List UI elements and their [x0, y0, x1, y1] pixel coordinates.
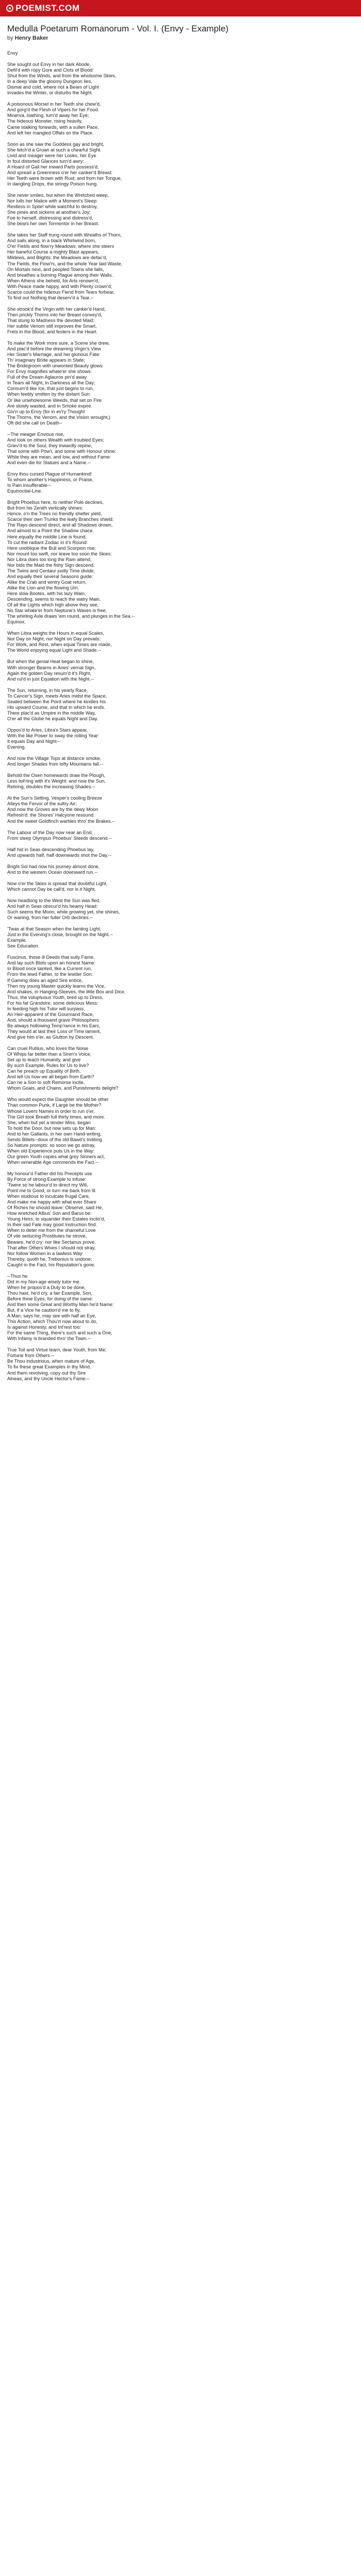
poem-stanza: To make the Work more sure, a Scene she drew, And plac'd before the dreaming Virgin's View Her Sister's Marriage, and her glorious Fate: Th' imaginary Bride appears in State; The Bridegroom with unwonted Beauty glows: For Envy magnifies whate'er she shows. Full of the Dream Aglauros pin'd away In Tears all Night, in Darkness all the Day; Consum'd like Ice, that just begins to run, When feebly smitten by the distant Sun: Or like unwholesome Weeds, that set on Fire Are slowly wasted, and in Smoke expire. Giv'n up to Envy (for in ev'ry Thought The Thorns, the Venom, and the Vision wrought,) Oft did she call on Death-- — [7, 341, 110, 426]
poem-stanza: Behold the Oxen homewards draw the Plough, Less toil'ring with it's Weight: and now the Sun, Retiring, doubles the increasing Shades.-- — [7, 773, 106, 790]
poem-stanza: The Sun, returning, in his yearly Race, To Cancer's Sign, meets Aries midst the Space, Seated between the Point where he kindles his His upward Course, and that in which he ends. There plac'd as Umpire in the middle Way, O'er all the Globe he equals Night and Day. — [7, 687, 107, 721]
poem-stanza: But when the genial Heat began to shine, With stronger Beams in Aries' vernal Sign, Again the golden Day resum'd it's Right, And rul'd in just Equation with the Night.-- — [7, 659, 96, 682]
poem-stanza: She never smiles, but when the Wretched weep, Nor lulls her Malice with a Moment's Sleep: Restless in Spite! while watchful to destroy, She pines and sickens at another's Joy; Foe to herself, distressing and distress'd, She bears her own Tormentor in her Breast. — [7, 192, 109, 227]
poem-stanza: Fuscinus, those ill Deeds that sully Fame, And lay such Blots upon an honest Name: In Blood once tainted, like a Current run, From the lewd Father, to the lewder Son: If Gaming does an aged Sire entice, Then my young Master quickly learns the Vice, And shakes, in Hanging-Sleeves, the little Box and Dice. Thus, the voluptuous Youth, bred up to Dress, For his fat Grandsire, some delicious Mess: In feeding high his Tutor will surpass, An Heir-apparent of the Gourmand Race, And, should a thousand grave Philosophers Be always hollowing Temp'rance in his Ears, They would at last their Loss of Time lament, And give him o'er, as Glutton by Descent. — [7, 955, 126, 1040]
poem-stanza: Bright Phoebus here, to neither Pole declines, But from his Zenith vertically shines: Hence, o'n the Trees no friendly shelter yield, Scarce their own Trunks the leafy Branches shield; The Rays descend direct, and all Shadows drown, And almost to a Point the Shadow chace. Here equally the middle Line is found, To cut the radiant Zodiac in it's Round: Here unoblique the Bull and Scorpion rise; Nor mount too swift, nor leave too soon the Skies: Nor Libra does too long the Ram attend, Nor bids the Maid the fishy Sign descend. The Twins and Centaur justly Time divide, And equally their several Seasons guide: Alike the Crab and wintry Goat return, Alike the Lion and the flowing Urn. Here slow Bootes, with his lazy Wain, Descending, seems to reach the watry Main. Of all the Lights which high above they see, No Star whate'er from Neptune's Waves is free, The whirling Axle draws 'em round, and plunges in the Sea.-- Equinox. — [7, 500, 135, 625]
poem-author[interactable]: Henry Baker — [14, 35, 48, 41]
poem-stanza: Half hid in Seas descending Phoebus lay, And upwards half, half downwards shot the Day.-- — [7, 846, 112, 858]
poem-stanza: --The meager Envious rise, And look on others Wealth with troubled Eyes; Griev'd to the Soul, they inwardly repine, That some with Pow'r, and some with Honour shine: While they are mean, and low, and without Fame: And even die for Statues and a Name.-- — [7, 431, 117, 465]
poem-stanza: --Thus he Did in my Non-age wisely tutor me. When he propos'd a Duty to be done, Thou hast, he'd cry, a fair Example, Son, Before thine Eyes, for doing of the same: And then some Great and Worthy Man he'd Name: But, if a Vice he caution'd me to fly, A Man, says he, may see with half an Eye, This Action, which Thou'rt now about to do, Is against Honesty, and Int'rest too: For the same Thing, there's such and such a One, With Infamy is branded thro' the Town.-- — [7, 1273, 114, 1342]
poem-stanza: Can cruel Rutilus, who loves the Noise Of Whips far better than a Siren's Voice, Set up to teach Humanity, and give By such Example, Rules for Us to live? Can he preach up Equality of Birth, And tell Us how we all began from Earth? Can he a Son to soft Remorse incite, Whom Goals, and Chains, and Punishments delight? — [7, 1046, 119, 1091]
poem-stanza: Soon as she saw the Goddess gay and bright, She fetch'd a Groan at such a chearful Sight. Livid and meager were her Looks, her Eye In foul distorted Glances turn'd awry: A Hoard of Gall her inward Parts possess'd, And spread a Greenness o'er her canker'd Breast: Her Teeth were brown with Rust; and from her Tongue, In dangling Drops, the stringy Poison hung. — [7, 141, 122, 187]
poem-body — [7, 50, 354, 1382]
poem-stanza: She strook'd the Virgin with her canker'd Hand, Then prickly Thorns into her Breast convey'd, That stung to Madness the devoted Maid: Her subtle Venom still improves the Smart, Frets in the Blood, and festers in the Heart. — [7, 306, 106, 335]
poem-stanza: The Labour of the Day now near an End, From steep Olympus Phoebus' Steeds descend.-- — [7, 829, 112, 841]
poem-stanza: True Toil and Virtue learn, dear Youth, from Me; Fortune from Others.-- Be Thou industrious, when mature of Age, To fix these great Examples in thy Mind, And them revolving, copy out thy Sire Alneas, and thy Uncle Hector's Fame.-- — [7, 1347, 107, 1381]
logo-icon — [6, 5, 13, 12]
site-header — [0, 0, 361, 16]
poem-stanza: She takes her Staff hung round with Wreaths of Thorn, And sails along, in a black Whirlwind born, O'er Fields and flow'ry Meadows; where she steers Her baneful Course a mighty Blast appears, Mildews, and Blights: the Meadows are defac'd, The Fields, the Flow'rs, and the whole Year laid Waste, On Mortals next, and peopled Towns she falls, And breathes a burning Plague among their Walls. When Athens she beheld, for Arts renown'd, With Peace made happy, and with Plenty crown'd; Scarce could the hideous Fiend from Tears forbear, To find out Nothing that deserv'd a Tear.-- — [7, 232, 123, 300]
byline-prefix: by — [7, 35, 15, 41]
poem-stanza: 'Twas at that Season when the fainting Light, Just in the Evening's close, brought on the Night.-- Example. See Education. — [7, 926, 113, 949]
poem-stanza: She sought out Envy in her dark Abode, Defil'd with ropy Gore and Clots of Blood: Shut from the Winds, and from the wholsome Skies, In a deep Vale the gloomy Dungeon lies, Dismal and cold, where not a Beam of Light Invades the Winter, or disturbs the Night. — [7, 62, 117, 96]
poem-stanza: Envy — [7, 50, 18, 56]
poem-stanza: Envy thou cursed Plague of Humankind! To whom another's Happiness, or Praise, Is Pain insufferable-- Equinoctial-Line. — [7, 471, 94, 494]
poem-stanza: At the Sun's Setting, Vesper's cooling Breeze Alleys the Fervor of the sultry Air; And now the Groves are by the dewy Moon Refresh'd: the Shores' Halcyone resound: And the sweet Goldfinch warbles thro' the Brakes.-- — [7, 795, 116, 824]
poem-stanza: Oppos'd to Aries, Libra's Stars appear, With the like Power to sway the rolling Year: It equals Day and Night-- Evening. — [7, 727, 100, 750]
poem-stanza: Who would expect the Daughter should be other Than common Punk, if Large be the Mother? Whose Lovers Names in order to run o'er, The Girl took Breath full thirty times, and more. She, when but yet a tender Miss, began To hold the Door, but now sets up for Man: And to her Gallants, in her own Hand-writing, Sends Billets--doux of the old Bawd's Inditing. So Nature prompts: so soon we go astray, When old Experience puts Us in the Way: Our green Youth copies what grey Sinners act, When venerable Age commends the Fact.-- — [7, 1097, 109, 1165]
poem-stanza: Now headlong to the West the Sun was fled, And half in Seas obscur'd his beamy Head: Such seems the Moon, while growing yet, she shines, Or waning, from her fuller Orb declines.-- — [7, 897, 120, 921]
poem-container — [0, 16, 361, 1382]
logo-text: POEMIST.COM — [15, 3, 80, 13]
poem-stanza: My honour'd Father did his Precepts use By Force of strong Example to infuse: 'Twere so he labour'd to direct my Will, Point me to Good, or turn me back from Ill. When studious to inculcate frugal Care, And make me happy with what ever Share Of Riches he should leave: Observe, said He, How wretched Albus' Son and Barus be: Young Heirs, to squander their Estates inclin'd, In their sad Fate may good Instruction find. When to deter me from the shameful Love Of vile seducing Prostitutes he strove, Beware, he'd cry: nor like Sectanus prove. That after Others Wives I should not stray, Nor follow Women in a lawless Way: Thereby, quoth he, Trebonius is undone; Caught in the Fact, his Reputation's gone. — [7, 1171, 105, 1267]
poem-stanza: Now o'er the Skies is spread that doubtful Light, Which cannot Day be call'd, nor is it Night. — [7, 880, 108, 892]
poem-stanza: A poisonous Morsel in her Teeth she chew'd, And gorg'd the Flesh of Vipers for her Food. Minerva, loathing, turn'd away her Eye; The hideous Monster, rising heavily, Came stalking forwards, with a sullen Pace, And left her mangled Offals on the Place. — [7, 101, 101, 135]
poem-stanza: When Libra weighs the Hours in equal Scales, Nor Day on Night, nor Night on Day prevails: For Work, and Rest, when equal Times are made, The World enjoying equal Light and Shade.-- — [7, 631, 112, 653]
poem-stanza: And now the Village Tops at distance smoke, And longer Shades from lofty Mountains fall.-- — [7, 756, 104, 767]
site-logo[interactable] — [6, 3, 80, 13]
poem-title: Medulla Poetarum Romanorum - Vol. I. (Envy - Example) — [7, 24, 228, 33]
poem-byline — [7, 35, 354, 41]
poem-stanza: Bright Sol had now his journey almost done, And to the western Ocean downward run.-- — [7, 863, 100, 875]
